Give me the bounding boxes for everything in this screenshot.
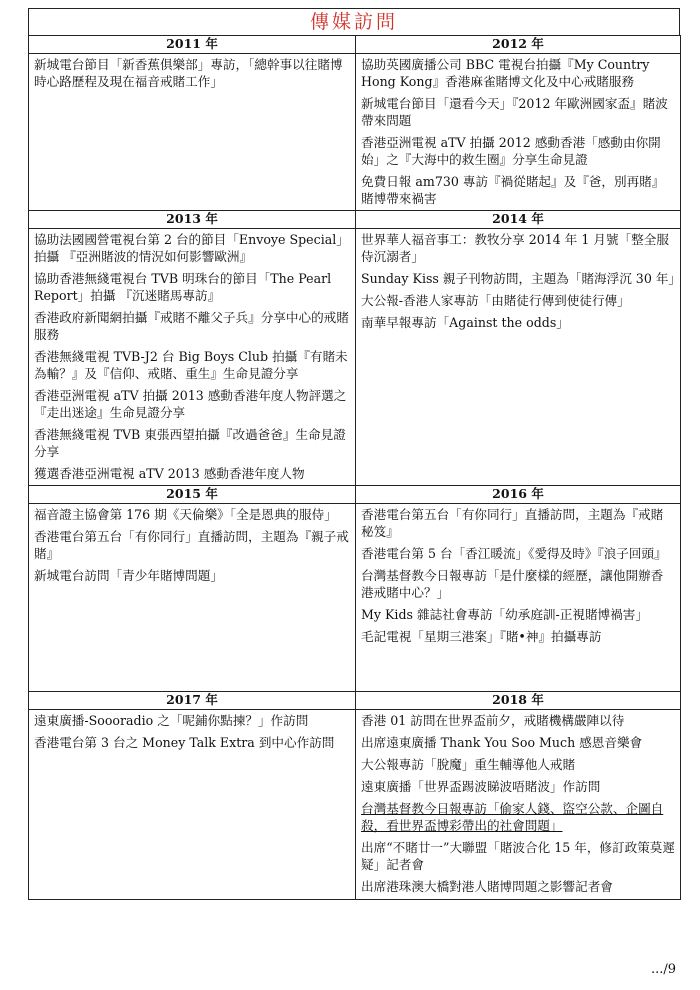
- year-entries: [356, 54, 681, 211]
- media-entry: 毛記電視「星期三港案」『賭•神』拍攝專訪: [361, 629, 602, 644]
- media-entry: 香港亞洲電視 aTV 拍攝 2013 感動香港年度人物評選之『走出迷途』生命見證分享: [34, 388, 347, 420]
- year-header: 2014 年: [356, 211, 681, 229]
- content-row: [29, 229, 681, 486]
- media-entry: 大公報專訪「脫魔」重生輔導他人戒賭: [361, 757, 576, 772]
- document-page: [28, 8, 680, 900]
- media-entry: 新城電台訪問「青少年賭博問題」: [34, 568, 223, 583]
- media-entry: 大公報-香港人家專訪「由賭徒行傳到使徒行傳」: [361, 293, 630, 308]
- year-header-row: [29, 692, 681, 710]
- media-entry: 台灣基督教今日報專訪「是什麼樣的經歷，讓他開辦香港戒賭中心？」: [361, 568, 664, 600]
- media-entry: 香港無綫電視 TVB-J2 台 Big Boys Club 拍攝『有賭未為輸？』及『信仰、戒賭、重生』生命見證分享: [34, 349, 348, 381]
- year-entries: [29, 710, 356, 900]
- content-row: [29, 54, 681, 211]
- document-title: 傳媒訪問: [28, 8, 680, 35]
- media-entry: 世界華人福音事工：教牧分享 2014 年 1 月號「整全服侍沉溺者」: [361, 232, 669, 264]
- year-entries: [356, 229, 681, 486]
- media-entry: 香港電台第 5 台「香江暖流」《愛得及時》『浪子回頭』: [361, 546, 667, 561]
- media-entry: 協助香港無綫電視台 TVB 明珠台的節目「The Pearl Report」拍攝 『沉迷賭馬專訪』: [34, 271, 332, 303]
- year-header: 2012 年: [356, 36, 681, 54]
- year-header: 2015 年: [29, 486, 356, 504]
- media-entry: 出席港珠澳大橋對港人賭博問題之影響記者會: [361, 879, 613, 894]
- year-header: 2017 年: [29, 692, 356, 710]
- media-entry: 協助英國廣播公司 BBC 電視台拍攝『My Country Hong Kong』香港麻雀賭博文化及中心戒賭服務: [361, 57, 650, 89]
- media-entry: 出席遠東廣播 Thank You Soo Much 感恩音樂會: [361, 735, 643, 750]
- media-entry: 福音證主協會第 176 期《天倫樂》「全是恩典的服侍」: [34, 507, 337, 522]
- media-entry: Sunday Kiss 親子刊物訪問，主題為「賭海浮沉 30 年」: [361, 271, 682, 286]
- media-entry: 香港亞洲電視 aTV 拍攝 2012 感動香港「感動由你開始」之『大海中的救生圈』分享生命見證: [361, 135, 661, 167]
- media-entry: 香港電台第五台「有你同行」直播訪問，主題為『戒賭秘笈』: [361, 507, 664, 539]
- media-entry: 新城電台節目「新香蕉俱樂部」專訪，「總幹事以往賭博時心路歷程及現在福音戒賭工作」: [34, 57, 343, 89]
- media-entry: 免費日報 am730 專訪『禍從賭起』及『爸，別再賭』賭博帶來禍害: [361, 174, 665, 206]
- media-entry: 香港無綫電視 TVB 東張西望拍攝『改過爸爸』生命見證分享: [34, 427, 346, 459]
- media-entry: 獲選香港亞洲電視 aTV 2013 感動香港年度人物: [34, 466, 305, 481]
- media-entry: 新城電台節目「還看今天」『2012 年歐洲國家盃』賭波帶來問題: [361, 96, 668, 128]
- media-entry: 遠東廣播-Soooradio 之「呢鋪你點揀？」作訪問: [34, 713, 309, 728]
- year-header-row: [29, 486, 681, 504]
- media-entry: 出席“不賭廿一”大聯盟「賭波合化 15 年，修訂政策莫遲疑」記者會: [361, 840, 675, 872]
- year-entries: [29, 54, 356, 211]
- media-entry: 香港電台第五台「有你同行」直播訪問，主題為『親子戒賭』: [34, 529, 349, 561]
- year-header-row: [29, 36, 681, 54]
- year-header: 2018 年: [356, 692, 681, 710]
- content-row: [29, 504, 681, 692]
- media-entry: 台灣基督教今日報專訪「偷家人錢、盜空公款、企圖自殺，看世界盃博彩帶出的社會問題」: [361, 801, 664, 833]
- year-entries: [356, 710, 681, 900]
- media-entry: 香港政府新聞網拍攝『戒賭不離父子兵』分享中心的戒賭服務: [34, 310, 349, 342]
- year-entries: [356, 504, 681, 692]
- year-header: 2016 年: [356, 486, 681, 504]
- content-row: [29, 710, 681, 900]
- year-entries: [29, 504, 356, 692]
- media-entry: 遠東廣播「世界盃踢波睇波唔賭波」作訪問: [361, 779, 601, 794]
- year-entries: [29, 229, 356, 486]
- year-header: 2013 年: [29, 211, 356, 229]
- page-number: .../9: [650, 962, 676, 977]
- media-entry: 南華早報專訪「Against the odds」: [361, 315, 569, 330]
- media-entry: 香港 01 訪問在世界盃前夕，戒賭機構嚴陣以待: [361, 713, 625, 728]
- media-interview-table: [28, 35, 681, 900]
- media-entry: 協助法國國營電視台第 2 台的節目「Envoye Special」拍攝 『亞洲賭波的情況如何影響歐洲』: [34, 232, 349, 264]
- year-header: 2011 年: [29, 36, 356, 54]
- media-entry: 香港電台第 3 台之 Money Talk Extra 到中心作訪問: [34, 735, 335, 750]
- media-entry: My Kids 雜誌社會專訪「幼承庭訓-正視賭博禍害」: [361, 607, 648, 622]
- year-header-row: [29, 211, 681, 229]
